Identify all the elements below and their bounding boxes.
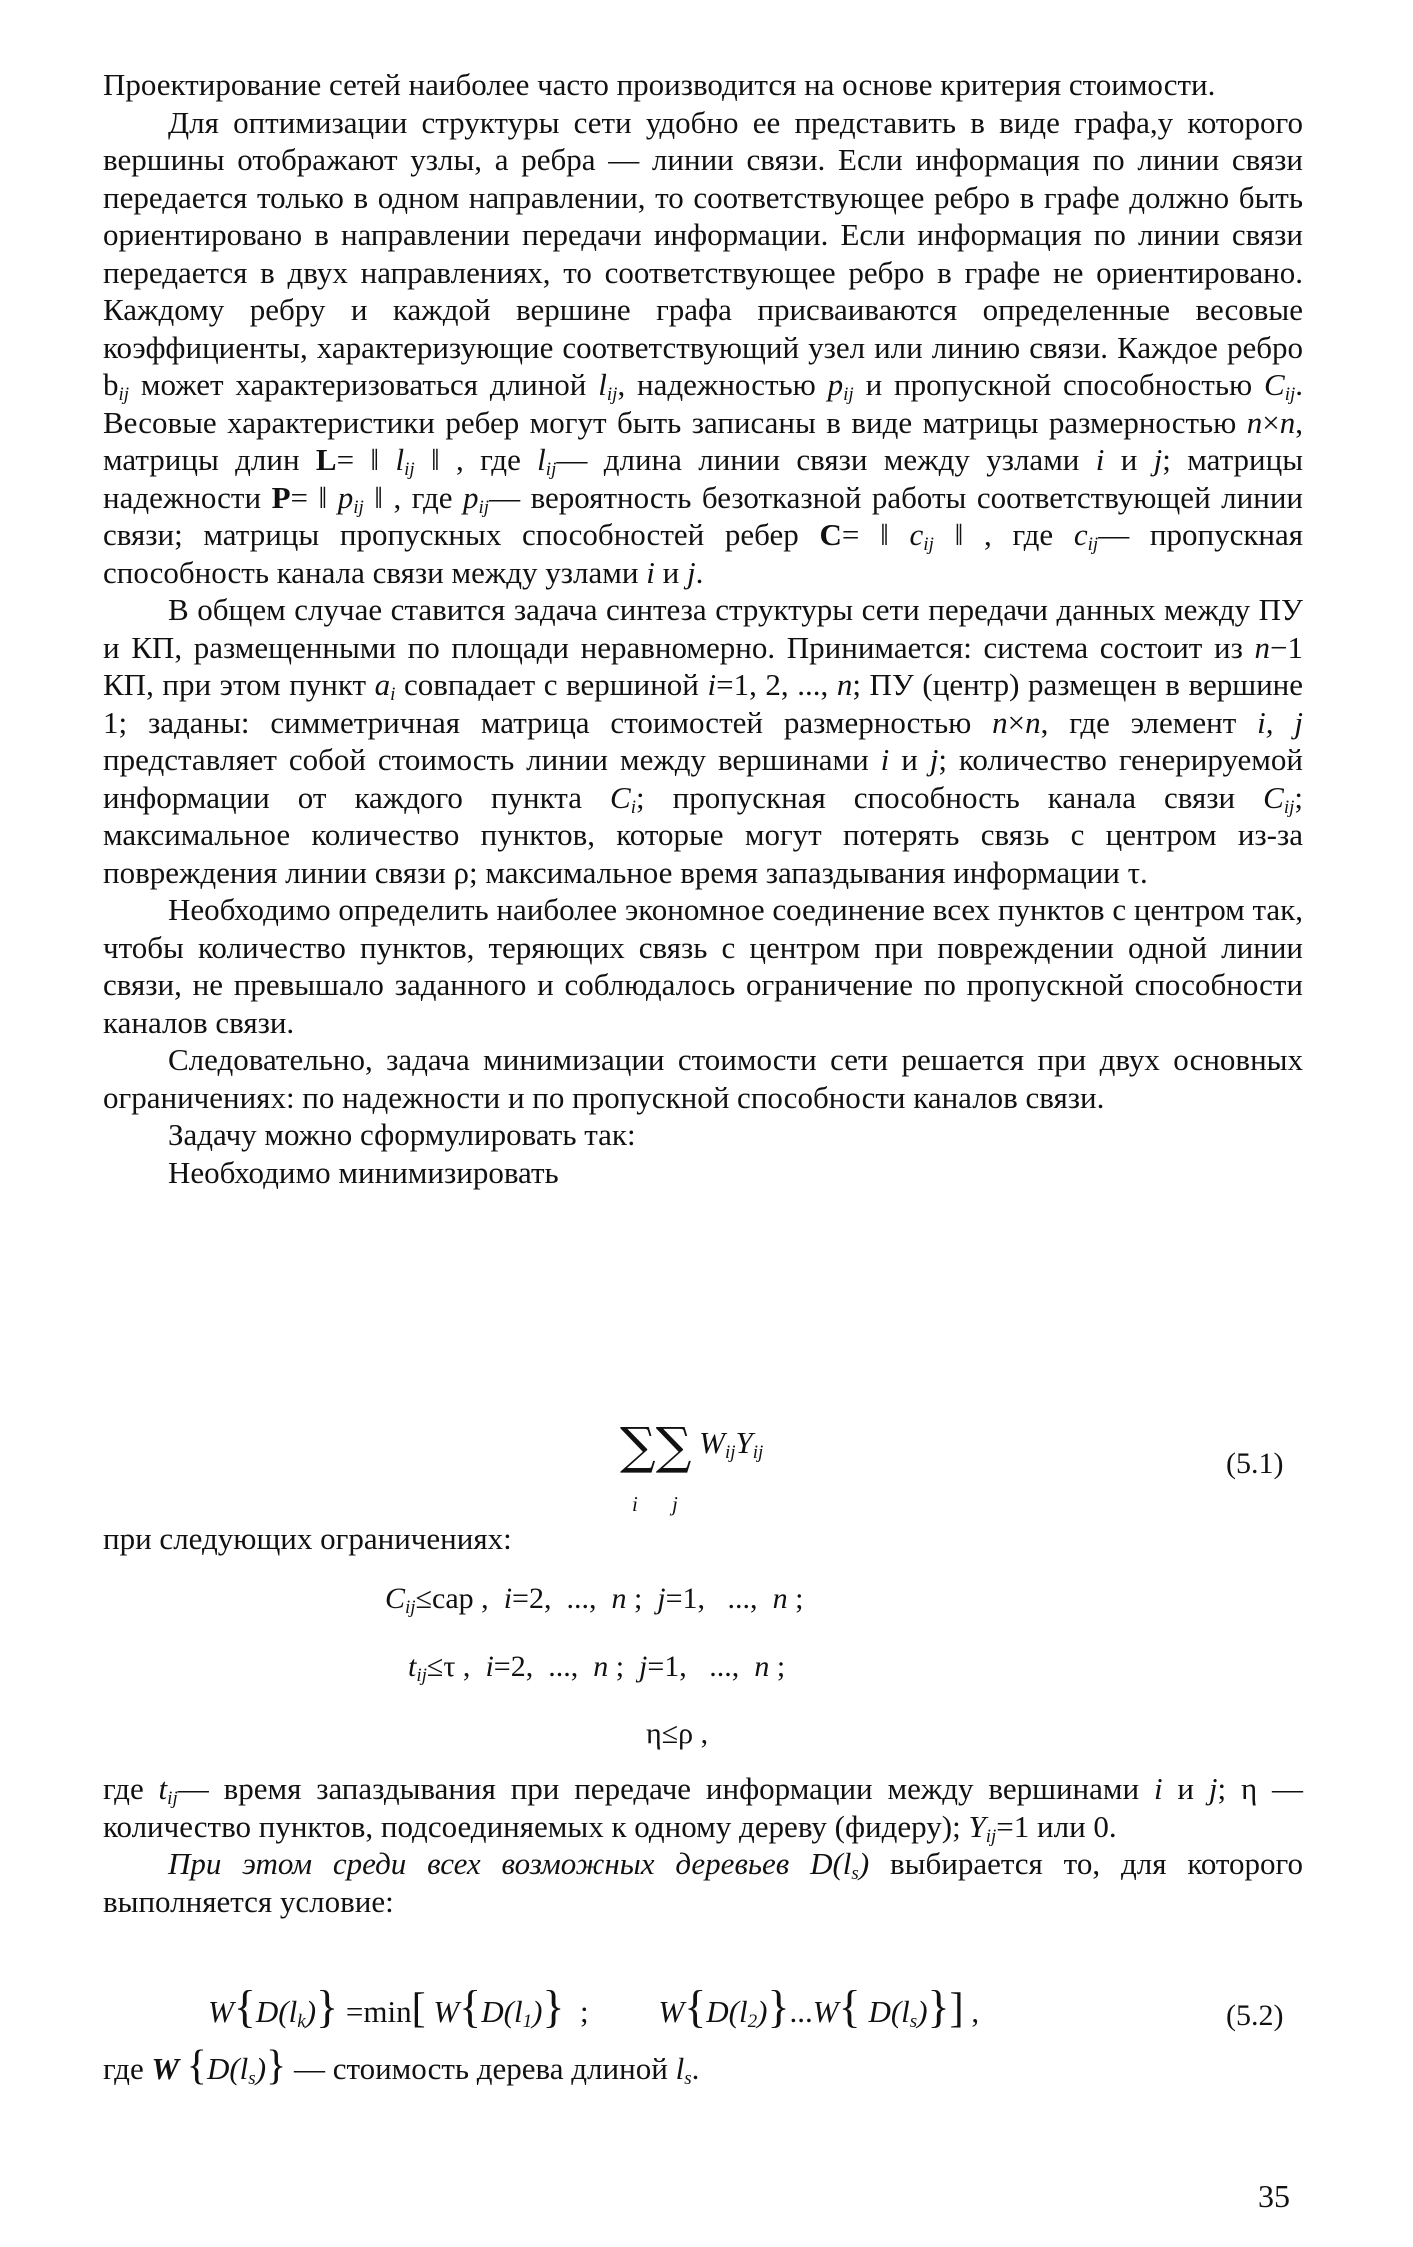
text-block-4 [103,2043,1303,2089]
paragraph-7: Необходимо минимизировать [168,1154,559,1190]
constraint-capacity: $C_{ij}\le cap$ , i=2, ..., n ; j=1, ..., n ; [385,1582,804,1618]
formula-5-2: $W\{D(l_k)\} =\min$[ $W\{D(l_1)\}$ ; $W\{D(l_2)\}...W${ $D(l_s)$}] , [208,1981,980,2032]
constraint-delay: $t_{ij}\le\tau$ , i=2, ..., n ; j=1, ..., n ; [408,1650,786,1686]
constraint-reliability: η≤ρ , [646,1717,709,1750]
equation-number-5-1: (5.1) [1226,1447,1284,1480]
paragraph-5: Следовательно, задача минимизации стоимости сети решается при двух основных ограничениях: по надежности и по пропускной способности каналов связи. [103,1042,1303,1115]
paragraph-8: при следующих ограничениях: [103,1521,512,1556]
text-block-2 [103,1520,1303,1558]
text-block-3 [103,1770,1303,1920]
paragraph-2: Для оптимизации структуры сети удобно ее представить в виде графа,у которого вершины отображают узлы, а ребра — линии связи. Если информация по линии связи передается только в одном направлении, то соответствующее ребро в графе должно быть ориентировано в направлении передачи информации. Если информация по линии связи передается в двух направлениях, то соответствующее ребро в графе не ориентировано. Каждому ребру и каждой вершине графа присваиваются определенные весовые коэффициенты, характеризующие соответствующий узел или линию связи. Каждое ребро $b_{ij}$ может характеризоваться длиной $l_{ij}$, надежностью $p_{ij}$ и пропускной способностью $C_{ij}$. Весовые характеристики ребер могут быть записаны в виде матрицы размерностью n×n, матрицы длин L= ‖ $l_{ij}$ ‖ , где $l_{ij}—$ длина линии связи между узлами i и j; матрицы надежности P= ‖ $p_{ij}$ ‖ , где $p_{ij}—$ вероятность безотказной работы соответствующей линии связи; матрицы пропускных способностей ребер C= ‖ $c_{ij}$ ‖ , где $c_{ij}—$ пропускная способность канала связи между узлами i и j. [103,104,1304,590]
paragraph-1: Проектирование сетей наиболее часто производится на основе критерия стоимости. [103,67,1216,102]
page-number: 35 [1258,2178,1290,2214]
text-block-1 [103,66,1303,1191]
paragraph-6: Задачу можно сформулировать так: [168,1117,636,1152]
paragraph-10: При этом среди всех возможных деревьев $D(l_s)$ выбирается то, для которого выполняется условие: [103,1846,1303,1919]
equation-number-5-2: (5.2) [1226,1999,1284,2032]
paragraph-4: Необходимо определить наиболее экономное соединение всех пунктов с центром так, чтобы количество пунктов, теряющих связь с центром при повреждении одной линии связи, не превышало заданного и соблюдалось ограничение по пропускной способности каналов связи. [103,892,1303,1040]
formula-5-1: ∑∑ $W_{ij}Y_{ij}$ i j [620,1417,764,1516]
paragraph-9: где $t_{ij}—$ время запаздывания при передаче информации между вершинами i и j; η — количество пунктов, подсоединяемых к одному дереву (фидеру); $Y_{ij}=1$ или 0. [103,1771,1304,1847]
paragraph-3: В общем случае ставится задача синтеза структуры сети передачи данных между ПУ и КП, размещенными по площади неравномерно. Принимается: система состоит из n−1 КП, при этом пункт $a_i$ совпадает с вершиной i=1, 2, ..., n; ПУ (центр) размещен в вершине 1; заданы: симметричная матрица стоимостей размерностью n×n, где элемент i, j представляет собой стоимость линии между вершинами i и j; количество генерируемой информации от каждого пункта $C_i$; пропускная способность канала связи $C_{ij}$; максимальное количество пунктов, которые могут потерять связь с центром из-за повреждения линии связи ρ; максимальное время запаздывания информации τ. [103,592,1304,890]
paragraph-11: где W $\{D(l_s)\}$ — стоимость дерева длиной $l_s$. [103,2043,700,2089]
